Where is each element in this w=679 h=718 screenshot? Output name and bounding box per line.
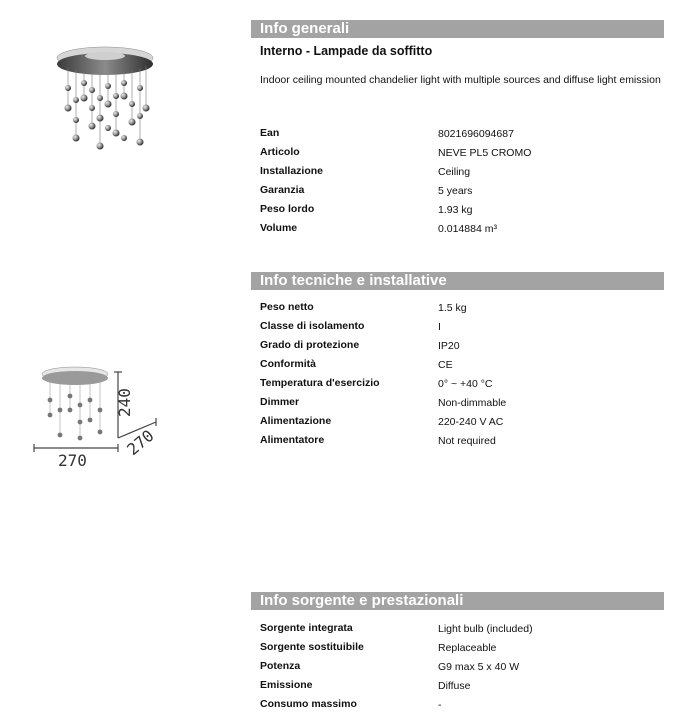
row-label: Peso lordo xyxy=(260,203,315,215)
row-value: Not required xyxy=(438,435,496,447)
row-label: Ean xyxy=(260,127,280,139)
row-label: Temperatura d'esercizio xyxy=(260,377,380,389)
row-label: Grado di protezione xyxy=(260,339,360,351)
row-label: Emissione xyxy=(260,679,313,691)
row-label: Sorgente integrata xyxy=(260,622,353,634)
row-value: G9 max 5 x 40 W xyxy=(438,661,520,673)
row-value: Light bulb (included) xyxy=(438,623,533,635)
row-label: Classe di isolamento xyxy=(260,320,365,332)
row-value: Replaceable xyxy=(438,642,497,654)
row-value: Non-dimmable xyxy=(438,397,507,409)
dimension-drawing xyxy=(30,360,180,475)
row-value: CE xyxy=(438,359,453,371)
section-title-technical: Info tecniche e installative xyxy=(251,272,664,290)
row-value: Diffuse xyxy=(438,680,471,692)
product-description: Indoor ceiling mounted chandelier light with multiple sources and diffuse light emission xyxy=(260,74,661,86)
row-value: 8021696094687 xyxy=(438,128,514,140)
section-title-general: Info generali xyxy=(251,20,664,38)
row-label: Alimentatore xyxy=(260,434,325,446)
row-value: 1.5 kg xyxy=(438,302,467,314)
row-value: 220-240 V AC xyxy=(438,416,504,428)
dimension-height: 240 xyxy=(114,388,134,417)
row-label: Garanzia xyxy=(260,184,305,196)
row-value: 1.93 kg xyxy=(438,204,473,216)
row-value: 0.014884 m³ xyxy=(438,223,497,235)
row-label: Sorgente sostituibile xyxy=(260,641,364,653)
row-label: Alimentazione xyxy=(260,415,332,427)
category-subtitle: Interno - Lampade da soffitto xyxy=(260,44,433,58)
row-label: Articolo xyxy=(260,146,300,158)
section-title-source: Info sorgente e prestazionali xyxy=(251,592,664,610)
row-label: Installazione xyxy=(260,165,324,177)
row-value: I xyxy=(438,321,441,333)
row-value: 0° ~ +40 °C xyxy=(438,378,493,390)
row-value: NEVE PL5 CROMO xyxy=(438,147,532,159)
dimension-width: 270 xyxy=(58,451,87,470)
dimension-depth: 270 xyxy=(123,425,158,460)
row-label: Peso netto xyxy=(260,301,314,313)
row-label: Volume xyxy=(260,222,298,234)
row-value: Ceiling xyxy=(438,166,471,178)
chandelier-product-image xyxy=(50,38,160,153)
row-label: Consumo massimo xyxy=(260,698,357,710)
row-value: 5 years xyxy=(438,185,473,197)
row-label: Dimmer xyxy=(260,396,300,408)
row-label: Potenza xyxy=(260,660,301,672)
row-value: IP20 xyxy=(438,340,460,352)
row-value: - xyxy=(438,699,442,711)
row-label: Conformità xyxy=(260,358,316,370)
